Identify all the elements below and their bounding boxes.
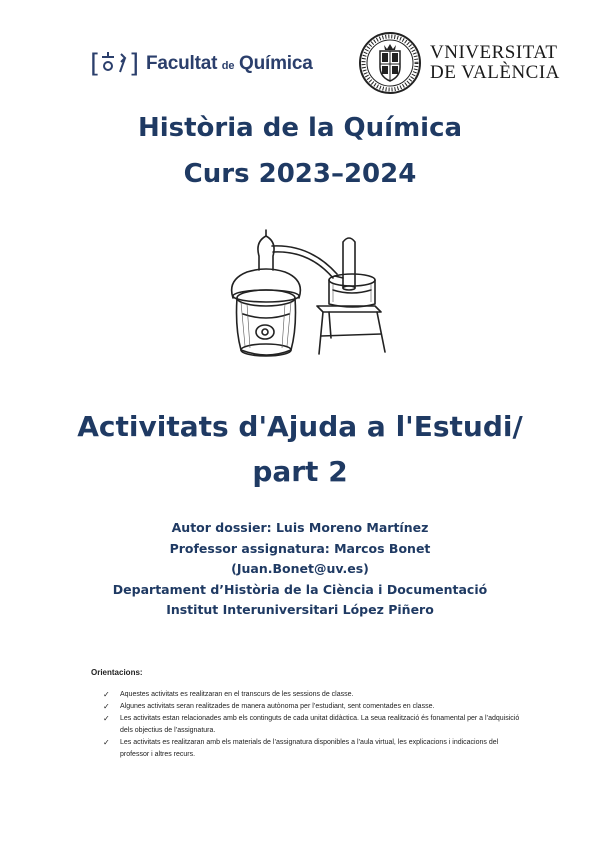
credit-department: Departament d’Història de la Ciència i Documentació [112,581,488,597]
list-item [103,689,523,701]
list-item-text: Les activitats es realitzaran amb els materials de l’assignatura disponibles a l’aula virtual, les explicacions i indicacions del professor i altres recurs. [120,739,499,758]
list-item-text: Aquestes activitats es realitzaran en el transcurs de les sessions de classe. [120,691,354,698]
credit-professor: Professor assignatura: Marcos Bonet [169,540,431,556]
list-item-text: Algunes activitats seran realitzades de manera autònoma per l’estudiant, sent comentades en classe. [120,703,435,711]
university-name-line2: DE VALÈNCIA [430,62,560,83]
faculty-mark-icon [90,44,142,84]
svg-text:]: ] [129,49,140,79]
list-item [103,713,523,736]
faculty-logo [90,44,313,84]
credit-institute: Institut Interuniversitari López Piñero [166,602,434,617]
list-item-text: Les activitats estan relacionades amb els continguts de cada unitat didàctica. La seua realització és fonamental per a l’adquisició dels objectius de l’assignatura. [120,715,520,734]
credits-block [0,518,600,621]
faculty-name [146,53,313,75]
university-logo [358,30,560,96]
university-name [430,43,560,83]
dossier-title: Activitats d'Ajuda a l'Estudi/ [77,410,523,443]
check-icon: ✓ [103,738,110,748]
list-item [103,701,523,713]
check-icon: ✓ [103,702,110,712]
credit-author: Autor dossier: Luis Moreno Martínez [171,520,429,535]
svg-text:[: [ [90,49,101,79]
orientations-heading: Orientacions: [91,668,143,677]
list-item [103,737,523,760]
faculty-word3: Química [239,53,313,74]
faculty-word1: Facultat [146,53,218,74]
dossier-part: part 2 [252,455,348,488]
orientations-list [103,689,523,761]
course-year: Curs 2023–2024 [183,159,417,189]
course-title: Història de la Química [137,113,463,143]
check-icon: ✓ [103,714,110,724]
distillation-still-illustration [225,228,395,366]
check-icon: ✓ [103,690,110,699]
university-name-line1: VNIVERSITAT [430,42,558,64]
credit-email: (Juan.Bonet@uv.es) [231,561,369,576]
faculty-word2: de [221,60,235,72]
university-seal-icon [358,31,422,95]
